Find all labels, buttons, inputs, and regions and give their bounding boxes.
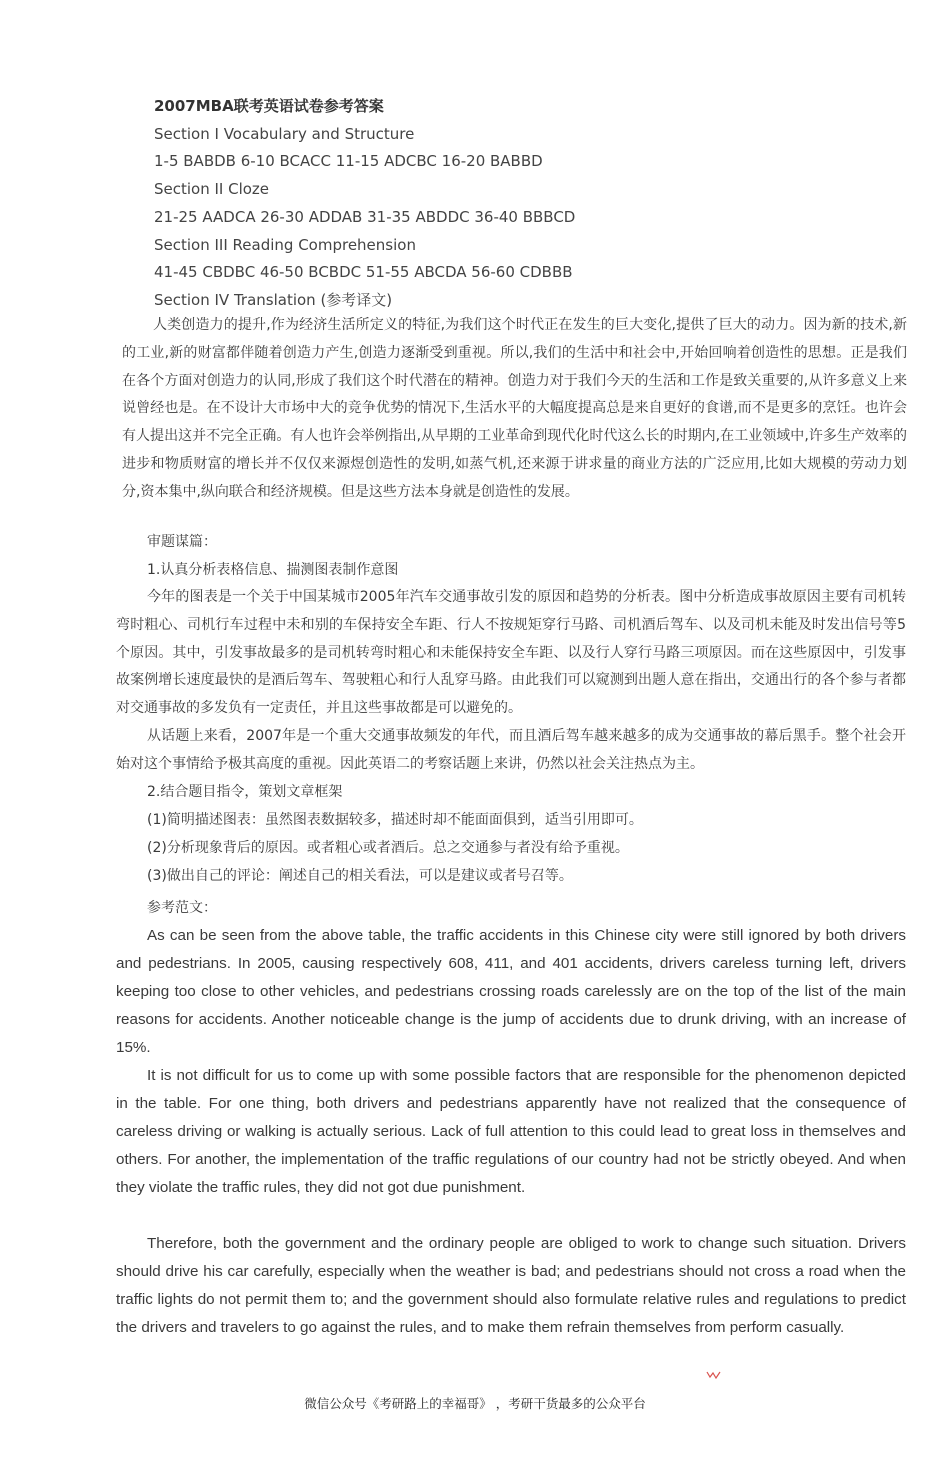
framework-item-2: (2)分析现象背后的原因。或者粗心或者酒后。总之交通参与者没有给予重视。 xyxy=(147,840,629,856)
section-2-heading: Section II Cloze xyxy=(154,180,270,198)
essay-paragraph-3: Therefore, both the government and the ordinary people are obliged to work to change such situation. Drivers should drive his car carefully, especially when the weather is bad; and pedestrians should not cross a road when the traffic lights do not permit them to; and the government should also formulate relative rules and regulations to predict the drivers and travelers to go against the rules, and to make them refrain themselves from perform casually. xyxy=(116,1235,906,1336)
essay-paragraph-2: It is not difficult for us to come up with some possible factors that are responsible for the phenomenon depicted in the table. For one thing, both drivers and pedestrians apparently have not realized that the consequence of careless driving or walking is actually serious. Lack of full attention to this could lead to great loss in themselves and others. For another, the implementation of the traffic regulations of our country had not be strictly obeyed. And when they violate the traffic rules, they did not got due punishment. xyxy=(116,1067,906,1196)
step-2-heading: 2.结合题目指令，策划文章框架 xyxy=(147,784,343,800)
section-2-answers: 21-25 AADCA 26-30 ADDAB 31-35 ABDDC 36-40 BBBCD xyxy=(154,208,576,226)
framework-item-3: (3)做出自己的评论：阐述自己的相关看法，可以是建议或者号召等。 xyxy=(147,868,573,884)
section-1-answers: 1-5 BABDB 6-10 BCACC 11-15 ADCBC 16-20 BABBD xyxy=(154,152,543,170)
section-1-heading: Section I Vocabulary and Structure xyxy=(154,125,415,143)
sample-essay-heading: 参考范文： xyxy=(147,900,217,916)
step-1-heading: 1.认真分析表格信息、揣测图表制作意图 xyxy=(147,562,399,578)
shenti-heading: 审题谋篇： xyxy=(147,534,217,550)
essay-paragraph-1: As can be seen from the above table, the traffic accidents in this Chinese city were still ignored by both drivers and pedestrians. In 2005, causing respectively 608, 411, and 401 accidents, drivers careless turning left, drivers keeping too close to other vehicles, and pedestrians crossing roads carelessly are on the top of the list of the main reasons for accidents. Another noticeable change is the jump of accidents due to drunk driving, with an increase of 15%. xyxy=(116,927,906,1056)
section-4-heading: Section IV Translation (参考译文) xyxy=(154,291,393,309)
analysis-paragraph-1: 今年的图表是一个关于中国某城市2005年汽车交通事故引发的原因和趋势的分析表。图中分析造成事故原因主要有司机转弯时粗心、司机行车过程中未和别的车保持安全车距、行人不按规矩穿行马路、司机酒后驾车、以及司机未能及时发出信号等5个原因。其中，引发事故最多的是司机转弯时粗心和未能保持安全车距、以及行人穿行马路三项原因。而在这些原因中，引发事故案例增长速度最快的是酒后驾车、驾驶粗心和行人乱穿马路。由此我们可以窥测到出题人意在指出，交通出行的各个参与者都对交通事故的多发负有一定责任，并且这些事故都是可以避免的。 xyxy=(116,589,906,717)
decorative-mark-icon xyxy=(706,1370,722,1380)
document-title: 2007MBA联考英语试卷参考答案 xyxy=(154,97,384,115)
translation-paragraph: 人类创造力的提升,作为经济生活所定义的特征,为我们这个时代正在发生的巨大变化,提供了巨大的动力。因为新的技术,新的工业,新的财富都伴随着创造力产生,创造力逐渐受到重视。所以,我们的生活中和社会中,开始回响着创造性的思想。正是我们在各个方面对创造力的认同,形成了我们这个时代潜在的精神。创造力对于我们今天的生活和工作是致关重要的,从许多意义上来说曾经也是。在不设计大市场中大的竞争优势的情况下,生活水平的大幅度提高总是来自更好的食谱,而不是更多的烹饪。也许会有人提出这并不完全正确。有人也许会举例指出,从早期的工业革命到现代化时代这么长的时期内,在工业领域中,许多生产效率的进步和物质财富的增长并不仅仅来源煜创造性的发明,如蒸气机,还来源于讲求量的商业方法的广泛应用,比如大规模的劳动力划分,资本集中,纵向联合和经济规模。但是这些方法本身就是创造性的发展。 xyxy=(122,317,907,500)
footer-text: 微信公众号《考研路上的幸福哥》 ，考研干货最多的公众平台 xyxy=(304,1396,646,1411)
analysis-paragraph-2: 从话题上来看，2007年是一个重大交通事故频发的年代，而且酒后驾车越来越多的成为交通事故的幕后黑手。整个社会开始对这个事情给予极其高度的重视。因此英语二的考察话题上来讲，仍然以社会关注热点为主。 xyxy=(116,728,906,772)
framework-item-1: (1)简明描述图表：虽然图表数据较多，描述时却不能面面俱到，适当引用即可。 xyxy=(147,812,643,828)
section-3-answers: 41-45 CBDBC 46-50 BCBDC 51-55 ABCDA 56-60 CDBBB xyxy=(154,263,573,281)
section-3-heading: Section III Reading Comprehension xyxy=(154,236,416,254)
